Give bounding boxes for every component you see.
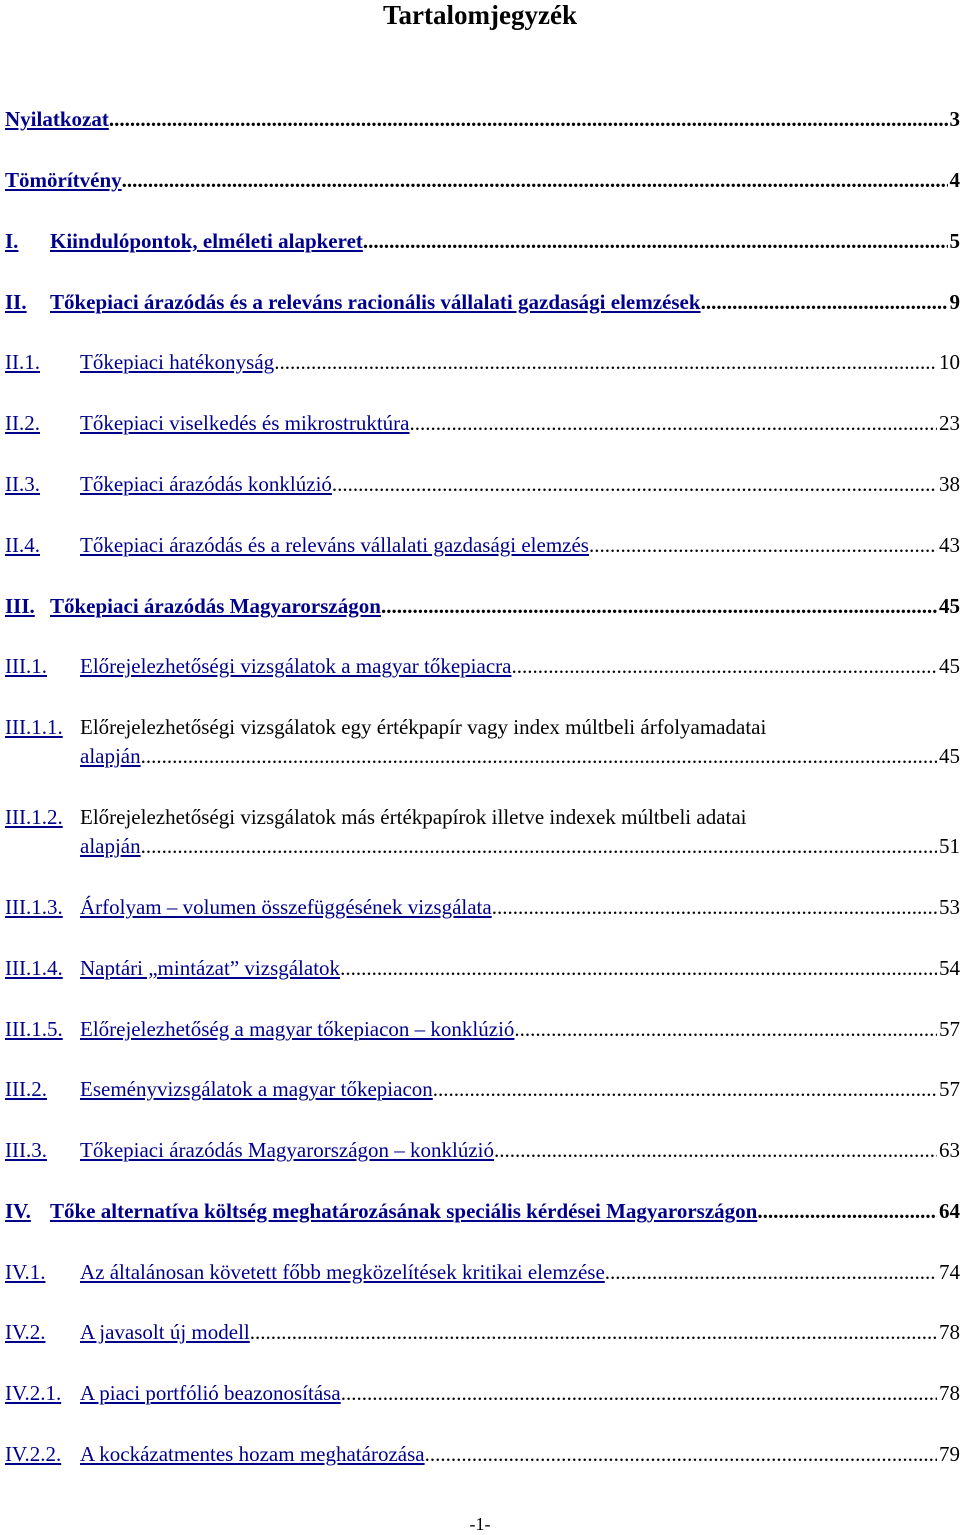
toc-number-link[interactable]: II.2.: [5, 411, 40, 435]
toc-section-number: [5, 348, 40, 377]
toc-number-link[interactable]: II.: [5, 290, 27, 314]
toc-entry: [5, 803, 960, 861]
toc-title-link[interactable]: Tőkepiaci viselkedés és mikrostruktúra: [80, 411, 410, 435]
toc-page-number: 5: [948, 227, 960, 256]
toc-number-link[interactable]: III.1.3.: [5, 895, 63, 919]
toc-title-line: [80, 1258, 960, 1287]
dot-leader: [340, 954, 937, 983]
toc-page-number: 38: [937, 470, 960, 499]
toc-title-link[interactable]: Tőkepiaci árazódás konklúzió: [80, 472, 332, 496]
toc-title-link[interactable]: Tőkepiaci árazódás és a releváns vállalati gazdasági elemzés: [80, 533, 589, 557]
dot-leader: [141, 742, 937, 771]
toc-title-link[interactable]: Eseményvizsgálatok a magyar tőkepiacon: [80, 1077, 433, 1101]
toc-title-line: [80, 348, 960, 377]
toc-entry: [5, 531, 960, 560]
toc-section-number: [5, 1015, 63, 1044]
toc-page-number: 53: [937, 893, 960, 922]
toc-section-number: [5, 1197, 31, 1226]
toc-entry: [5, 1318, 960, 1347]
toc-number-link[interactable]: III.1.1.: [5, 715, 63, 739]
toc-page-number: 23: [937, 409, 960, 438]
toc-section-number: [5, 893, 63, 922]
dot-leader: [757, 1197, 937, 1226]
toc-page-number: 3: [948, 105, 960, 134]
toc-title-link[interactable]: Tőke alternatíva költség meghatározásának speciális kérdései Magyarországon: [50, 1199, 757, 1223]
toc-title-link[interactable]: Előrejelezhetőségi vizsgálatok más értékpapírok illetve indexek múltbeli adatai: [80, 805, 747, 829]
toc-number-link[interactable]: I.: [5, 229, 18, 253]
toc-section-number: [5, 652, 47, 681]
dot-leader: [492, 893, 937, 922]
toc-page-number: 45: [937, 742, 960, 771]
toc-title-line: [50, 227, 960, 256]
toc-title-link[interactable]: Tőkepiaci hatékonyság: [80, 350, 274, 374]
toc-number-link[interactable]: IV.2.1.: [5, 1381, 61, 1405]
toc-page-number: 57: [937, 1075, 960, 1104]
toc-title-line: [5, 166, 960, 195]
dot-leader: [141, 832, 937, 861]
toc-title-link[interactable]: Nyilatkozat: [5, 107, 109, 131]
dot-leader: [410, 409, 938, 438]
toc-page-number: 57: [937, 1015, 960, 1044]
dot-leader: [701, 288, 948, 317]
toc-title-link[interactable]: A piaci portfólió beazonosítása: [80, 1381, 341, 1405]
toc-title-link[interactable]: Tőkepiaci árazódás Magyarországon: [50, 594, 381, 618]
toc-section-number: [5, 470, 40, 499]
toc-title-line: [80, 652, 960, 681]
dot-leader: [363, 227, 948, 256]
toc-page-number: 45: [937, 652, 960, 681]
toc-number-link[interactable]: IV.1.: [5, 1260, 45, 1284]
toc-number-link[interactable]: III.: [5, 594, 35, 618]
toc-section-number: [5, 713, 63, 742]
toc-page-number: 43: [937, 531, 960, 560]
toc-entry: [5, 470, 960, 499]
toc-entry: [5, 1136, 960, 1165]
toc-page-number: 10: [937, 348, 960, 377]
toc-entry: [5, 348, 960, 377]
toc-number-link[interactable]: IV.2.2.: [5, 1442, 61, 1466]
toc-number-link[interactable]: III.1.: [5, 654, 47, 678]
toc-section-number: [5, 1258, 45, 1287]
toc-title-link[interactable]: Előrejelezhetőségi vizsgálatok egy értékpapír vagy index múltbeli árfolyamadatai: [80, 715, 766, 739]
toc-page-number: 4: [948, 166, 960, 195]
toc-entry: [5, 592, 960, 621]
toc-page-number: 78: [937, 1379, 960, 1408]
toc-title-link[interactable]: Kiindulópontok, elméleti alapkeret: [50, 229, 363, 253]
toc-title-line: [80, 1136, 960, 1165]
toc-title-link[interactable]: Tőkepiaci árazódás és a releváns racionális vállalati gazdasági elemzések: [50, 290, 701, 314]
toc-section-number: [5, 531, 40, 560]
toc-page-number: 54: [937, 954, 960, 983]
page-title: Tartalomjegyzék: [0, 0, 960, 30]
toc-section-number: [5, 1075, 47, 1104]
toc-title-link[interactable]: Árfolyam – volumen összefüggésének vizsgálata: [80, 895, 492, 919]
toc-title-first-line: [80, 713, 766, 742]
toc-section-number: [5, 1379, 61, 1408]
toc-title-line: [80, 1379, 960, 1408]
toc-title-line: [80, 1075, 960, 1104]
toc-title-link[interactable]: Naptári „mintázat” vizsgálatok: [80, 956, 340, 980]
toc-title-line: [80, 832, 960, 861]
toc-page-number: 74: [937, 1258, 960, 1287]
toc-section-number: [5, 1318, 45, 1347]
dot-leader: [122, 166, 948, 195]
toc-page-number: 63: [937, 1136, 960, 1165]
toc-title-line: [80, 893, 960, 922]
toc-section-number: [5, 227, 18, 256]
toc-title-link[interactable]: A kockázatmentes hozam meghatározása: [80, 1442, 425, 1466]
toc-title-line: [50, 1197, 960, 1226]
toc-title-link[interactable]: Tömörítvény: [5, 168, 122, 192]
toc-number-link[interactable]: II.3.: [5, 472, 40, 496]
toc-entry: [5, 105, 960, 134]
toc-title-link[interactable]: Előrejelezhetőségi vizsgálatok a magyar tőkepiacra: [80, 654, 511, 678]
toc-title-first-line: [80, 803, 747, 832]
toc-title-line: [80, 1015, 960, 1044]
toc-title-link[interactable]: A javasolt új modell: [80, 1320, 250, 1344]
toc-number-link[interactable]: II.1.: [5, 350, 40, 374]
dot-leader: [109, 105, 948, 134]
toc-entry: [5, 1258, 960, 1287]
toc-title-link[interactable]: Az általánosan követett főbb megközelítések kritikai elemzése: [80, 1260, 605, 1284]
toc-title-line: [80, 470, 960, 499]
toc-title-line: [80, 742, 960, 771]
toc-section-number: [5, 288, 27, 317]
dot-leader: [589, 531, 937, 560]
toc-title-line: [80, 954, 960, 983]
toc-number-link[interactable]: III.3.: [5, 1138, 47, 1162]
toc-entry: [5, 1075, 960, 1104]
dot-leader: [341, 1379, 937, 1408]
toc-entry: [5, 409, 960, 438]
toc-page-number: 64: [937, 1197, 960, 1226]
dot-leader: [274, 348, 937, 377]
toc-title-line: [80, 1440, 960, 1469]
toc-title-link[interactable]: alapján: [80, 744, 141, 768]
toc-section-number: [5, 592, 35, 621]
dot-leader: [332, 470, 937, 499]
toc-number-link[interactable]: III.2.: [5, 1077, 47, 1101]
toc-section-number: [5, 1136, 47, 1165]
toc-entry: [5, 1197, 960, 1226]
toc-page-number: 78: [937, 1318, 960, 1347]
toc-section-number: [5, 954, 63, 983]
toc-entry: [5, 1015, 960, 1044]
toc-entry: [5, 1379, 960, 1408]
toc-title-line: [5, 105, 960, 134]
toc-page-number: 9: [948, 288, 960, 317]
toc-entry: [5, 713, 960, 771]
toc-title-line: [80, 409, 960, 438]
toc-entry: [5, 893, 960, 922]
dot-leader: [605, 1258, 937, 1287]
toc-title-line: [50, 592, 960, 621]
toc-page-number: 51: [937, 832, 960, 861]
dot-leader: [433, 1075, 937, 1104]
dot-leader: [250, 1318, 937, 1347]
toc-page-number: 45: [937, 592, 960, 621]
toc-number-link[interactable]: IV.2.: [5, 1320, 45, 1344]
toc-title-link[interactable]: Előrejelezhetőség a magyar tőkepiacon – konklúzió: [80, 1017, 514, 1041]
toc-number-link[interactable]: IV.: [5, 1199, 31, 1223]
toc-number-link[interactable]: II.4.: [5, 533, 40, 557]
toc-title-line: [80, 1318, 960, 1347]
toc-title-line: [80, 531, 960, 560]
dot-leader: [494, 1136, 937, 1165]
dot-leader: [425, 1440, 937, 1469]
toc-number-link[interactable]: III.1.5.: [5, 1017, 63, 1041]
dot-leader: [514, 1015, 937, 1044]
dot-leader: [381, 592, 937, 621]
toc-page-number: 79: [937, 1440, 960, 1469]
page-number-footer: -1-: [0, 1514, 960, 1535]
toc-entry: [5, 1440, 960, 1469]
toc-number-link[interactable]: III.1.2.: [5, 805, 63, 829]
toc-entry: [5, 954, 960, 983]
toc-entry: [5, 288, 960, 317]
dot-leader: [511, 652, 937, 681]
toc-entry: [5, 227, 960, 256]
toc-title-line: [50, 288, 960, 317]
toc-section-number: [5, 409, 40, 438]
toc-title-link[interactable]: alapján: [80, 834, 141, 858]
toc-section-number: [5, 803, 63, 832]
toc-section-number: [5, 1440, 61, 1469]
toc-number-link[interactable]: III.1.4.: [5, 956, 63, 980]
toc-entry: [5, 166, 960, 195]
toc-title-link[interactable]: Tőkepiaci árazódás Magyarországon – konklúzió: [80, 1138, 494, 1162]
toc-entry: [5, 652, 960, 681]
